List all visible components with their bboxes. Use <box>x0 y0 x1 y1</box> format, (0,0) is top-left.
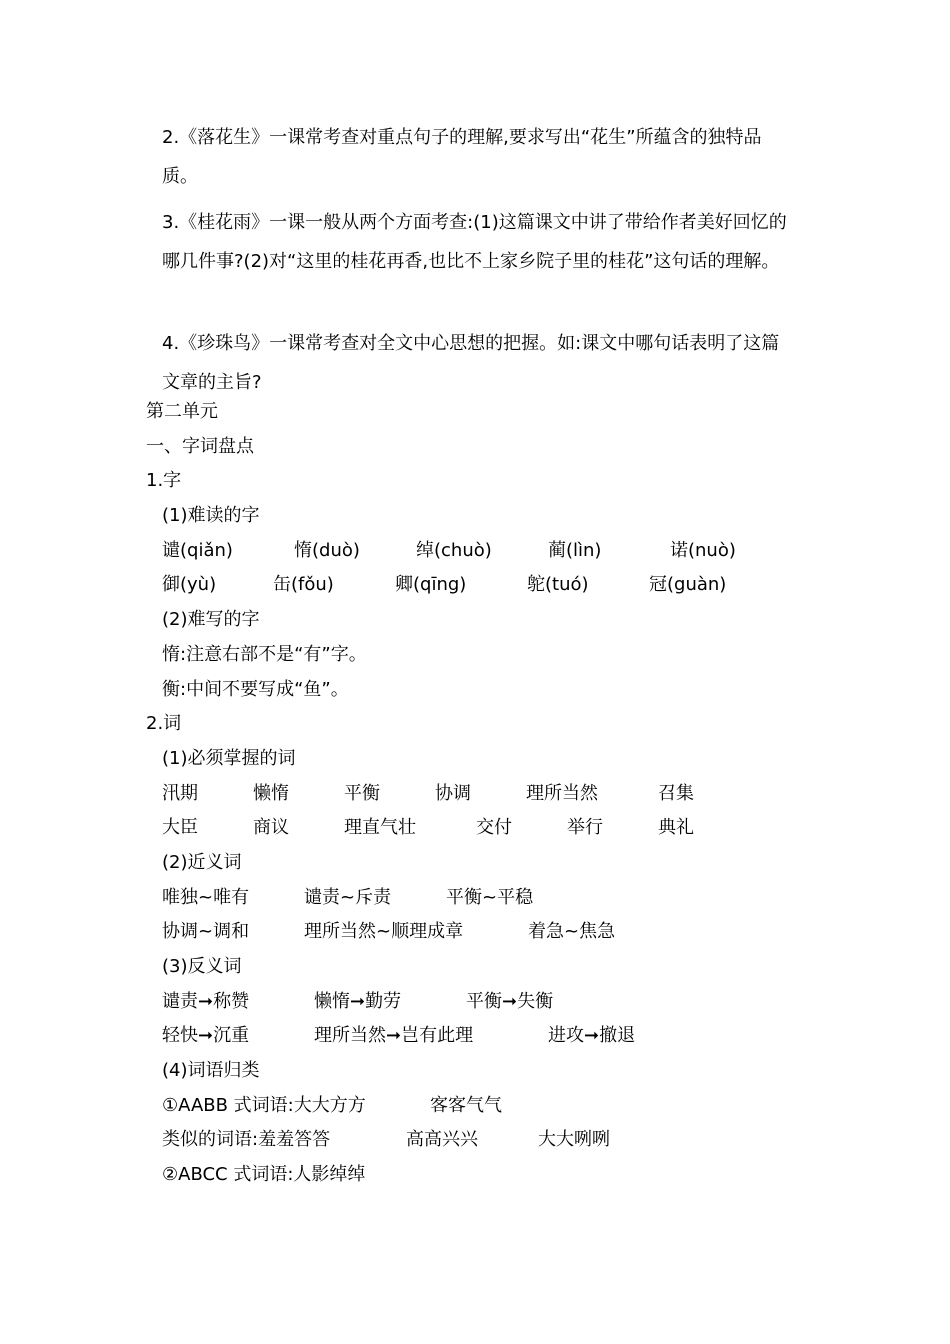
synonym-pair: 唯独~唯有 <box>162 887 250 908</box>
review-point-4: 4.《珍珠鸟》一课常考查对全文中心思想的把握。如:课文中哪句话表明了这篇文章的主旨? <box>162 333 780 393</box>
antonym-pair: 谴责➞称赞 <box>162 991 250 1012</box>
hard-write-item: 惰:注意右部不是“有”字。 <box>162 644 367 665</box>
word-item: 交付 <box>476 817 512 838</box>
word-item: 汛期 <box>162 783 198 804</box>
hard-read-char: 绰(chuò) <box>416 540 492 561</box>
word-item: 召集 <box>658 783 694 804</box>
chars-heading: 1.字 <box>146 470 182 491</box>
abcc-line: ②ABCC 式词语:人影绰绰 <box>162 1164 366 1185</box>
hard-read-char: 御(yù) <box>162 574 217 595</box>
synonym-pair: 着急~焦急 <box>528 921 616 942</box>
synonym-pair: 平衡~平稳 <box>446 887 534 908</box>
antonym-pair: 理所当然➞岂有此理 <box>314 1025 474 1046</box>
section-title: 一、字词盘点 <box>146 436 254 457</box>
review-point-2: 2.《落花生》一课常考查对重点句子的理解,要求写出“花生”所蕴含的独特品质。 <box>162 127 762 187</box>
word-item: 懒惰 <box>253 783 289 804</box>
word-item: 理直气壮 <box>344 817 416 838</box>
hard-write-item: 衡:中间不要写成“鱼”。 <box>162 679 349 700</box>
antonyms-title: (3)反义词 <box>162 956 242 977</box>
synonym-pair: 协调~调和 <box>162 921 250 942</box>
word-item: 客客气气 <box>430 1095 502 1116</box>
word-item: 商议 <box>253 817 289 838</box>
word-item: 平衡 <box>344 783 380 804</box>
hard-read-char: 冠(guàn) <box>649 574 727 595</box>
word-item: 举行 <box>567 817 603 838</box>
synonym-pair: 理所当然~顺理成章 <box>304 921 464 942</box>
must-words-title: (1)必须掌握的词 <box>162 748 296 769</box>
hard-read-char: 缶(fǒu) <box>273 574 334 595</box>
antonym-pair: 进攻➞撤退 <box>548 1025 636 1046</box>
word-item: 大大咧咧 <box>538 1129 610 1150</box>
word-item: 类似的词语:羞羞答答 <box>162 1129 331 1150</box>
hard-write-title: (2)难写的字 <box>162 609 260 630</box>
synonym-pair: 谴责~斥责 <box>304 887 392 908</box>
review-point-3: 3.《桂花雨》一课一般从两个方面考查:(1)这篇课文中讲了带给作者美好回忆的哪几件事?(2)对“这里的桂花再香,也比不上家乡院子里的桂花”这句话的理解。 <box>162 212 787 272</box>
word-item: 典礼 <box>658 817 694 838</box>
word-item: 高高兴兴 <box>406 1129 478 1150</box>
antonym-pair: 懒惰➞勤劳 <box>314 991 402 1012</box>
unit-title: 第二单元 <box>146 401 218 422</box>
hard-read-char: 诺(nuò) <box>670 540 736 561</box>
classify-title: (4)词语归类 <box>162 1060 260 1081</box>
word-item: 理所当然 <box>526 783 598 804</box>
word-item: 协调 <box>435 783 471 804</box>
hard-read-char: 谴(qiǎn) <box>162 540 233 561</box>
hard-read-char: 卿(qīng) <box>395 574 467 595</box>
synonyms-title: (2)近义词 <box>162 852 242 873</box>
antonym-pair: 平衡➞失衡 <box>466 991 554 1012</box>
words-heading: 2.词 <box>146 713 182 734</box>
hard-read-char: 鸵(tuó) <box>527 574 589 595</box>
hard-read-title: (1)难读的字 <box>162 505 260 526</box>
hard-read-char: 惰(duò) <box>294 540 360 561</box>
hard-read-char: 蔺(lìn) <box>548 540 602 561</box>
antonym-pair: 轻快➞沉重 <box>162 1025 250 1046</box>
word-item: ①AABB 式词语:大大方方 <box>162 1095 366 1116</box>
word-item: 大臣 <box>162 817 198 838</box>
